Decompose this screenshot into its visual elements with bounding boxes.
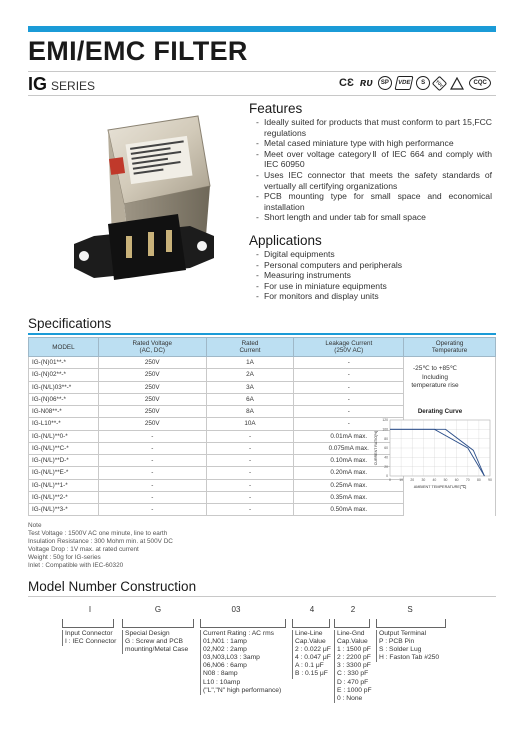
y-tick-label: 40	[384, 455, 388, 460]
list-item: - Personal computers and peripherals	[254, 260, 492, 271]
header-operating	[404, 338, 496, 357]
y-tick-label: 0	[386, 474, 388, 479]
construction-line: H : Faston Tab #250	[379, 654, 440, 662]
list-item: - For monitors and display units	[254, 291, 492, 302]
divider	[28, 596, 496, 597]
construction-line: 1 : 1500 pF	[337, 646, 371, 654]
x-tick-label: 60	[454, 478, 459, 482]
construction-line: B : 0.15 μF	[295, 670, 328, 678]
cell-leakage: 0.50mA max.	[294, 504, 404, 516]
construction-line: 2 : 2200 pF	[337, 654, 371, 662]
table-header-row	[29, 338, 496, 357]
x-tick-label: 50	[443, 478, 448, 482]
cell-leakage: 0.20mA max.	[294, 467, 404, 479]
series-word: SERIES	[51, 79, 96, 93]
note-line: Voltage Drop : 1V max. at rated current	[28, 546, 139, 554]
cell-model: IG-(N/L)**1-*	[29, 479, 99, 491]
cell-leakage: 0.01mA max.	[294, 430, 404, 442]
header-operating-line2: Temperature	[431, 347, 468, 354]
product-photo	[50, 108, 218, 288]
x-tick-label: 0	[389, 478, 391, 482]
cell-leakage: -	[294, 381, 404, 393]
y-tick-label: 20	[384, 464, 388, 469]
cell-model: IG-(N/L)**D-*	[29, 455, 99, 467]
code-bracket	[376, 619, 446, 628]
cell-voltage: -	[98, 491, 206, 503]
header-current-line2: Current	[239, 347, 261, 354]
construction-line: Input Connector	[65, 630, 113, 637]
cell-voltage: 250V	[98, 406, 206, 418]
cell-current: 10A	[206, 418, 294, 430]
cell-model: IG-(N)02**-*	[29, 369, 99, 381]
construction-line: ("L","N" high performance)	[203, 686, 282, 694]
code-line-gnd: 2	[350, 605, 356, 614]
header-leakage-line1: Leakage Current	[325, 340, 373, 347]
cell-leakage: -	[294, 393, 404, 405]
list-item: - Measuring instruments	[254, 270, 492, 281]
list-item: - Digital equipments	[254, 249, 492, 260]
applications-title: Applications	[249, 233, 322, 248]
cell-leakage: -	[294, 406, 404, 418]
construction-line: P : PCB Pin	[379, 638, 415, 646]
cell-current: -	[206, 491, 294, 503]
construction-line: D : 470 pF	[337, 678, 369, 686]
code-bracket	[292, 619, 330, 628]
cell-voltage: 250V	[98, 381, 206, 393]
cell-leakage: 0.25mA max.	[294, 479, 404, 491]
list-item: - Meet over voltage categoryⅡ of IEC 664 and comply with IEC 60950	[254, 149, 492, 170]
y-tick-label: 60	[384, 446, 388, 451]
x-tick-label: 40	[432, 478, 437, 482]
cell-leakage: 0.35mA max.	[294, 491, 404, 503]
derating-chart	[372, 416, 494, 494]
y-axis-label: CURRENT RATIO[%]	[374, 430, 378, 466]
cell-voltage: -	[98, 504, 206, 516]
cell-leakage: 0.075mA max.	[294, 442, 404, 454]
cell-current: -	[206, 479, 294, 491]
series-heading	[28, 74, 95, 95]
cell-leakage: -	[294, 369, 404, 381]
page-title: EMI/EMC FILTER	[28, 36, 248, 66]
construction-line: I : IEC Connector	[65, 638, 117, 646]
operating-temperature-note	[378, 365, 492, 391]
cell-voltage: 250V	[98, 357, 206, 369]
cell-model: IG-N08**-*	[29, 406, 99, 418]
note-line: Test Voltage : 1500V AC one minute, line to earth	[28, 530, 168, 538]
cell-model: IG-(N/L)**3-*	[29, 504, 99, 516]
cell-model: IG-(N)01**-*	[29, 357, 99, 369]
cell-current: -	[206, 430, 294, 442]
list-item: - For use in miniature equipments	[254, 281, 492, 292]
model-construction-title: Model Number Construction	[28, 579, 197, 594]
y-tick-label: 80	[384, 436, 388, 441]
note-line: Weight : 50g for IG-series	[28, 554, 101, 562]
construction-line: mounting/Metal Case	[125, 646, 189, 654]
header-leakage-line2: (250V AC)	[334, 347, 364, 354]
header-voltage-line2: (AC, DC)	[139, 347, 166, 354]
header-voltage	[98, 338, 206, 357]
x-axis-label: AMBIENT TEMPERATURE[℃]	[413, 485, 467, 489]
construction-line-gnd-cap	[334, 630, 372, 703]
divider	[28, 71, 496, 72]
cell-current: 6A	[206, 393, 294, 405]
code-input-connector: I	[88, 605, 92, 614]
cell-voltage: -	[98, 479, 206, 491]
construction-line: 0 : None	[337, 694, 363, 702]
code-output-terminal: S	[407, 605, 413, 614]
specifications-title: Specifications	[28, 316, 112, 331]
construction-line-line-cap	[292, 630, 331, 679]
cell-model: IG-(N/L)03**-*	[29, 381, 99, 393]
note-heading: Note	[28, 522, 42, 529]
list-item: - Uses IEC connector that meets the safety standards of vertually all certifying organizations	[254, 170, 492, 191]
code-bracket	[334, 619, 370, 628]
divider	[28, 333, 496, 335]
construction-line: A : 0.1 μF	[295, 662, 324, 670]
note-line: Insulation Resistance : 300 Mohm min. at 500V DC	[28, 538, 173, 546]
operating-rise: temperature rise	[411, 382, 459, 389]
construction-input-connector	[62, 630, 116, 646]
header-current	[206, 338, 294, 357]
divider	[28, 95, 496, 96]
note-line: Inlet : Compatible with IEC-60320	[28, 562, 124, 570]
list-item: - Metal cased miniature type with high performance	[254, 138, 492, 149]
construction-line: E : 1000 pF	[337, 686, 372, 694]
notes	[28, 522, 173, 571]
x-tick-label: 80	[476, 478, 481, 482]
code-special-design: G	[154, 605, 162, 614]
cell-model: IG-(N)06**-*	[29, 393, 99, 405]
csa-mark-icon: SP	[378, 76, 392, 90]
construction-line: G : Screw and PCB	[125, 638, 183, 646]
semko-mark-icon: S	[416, 76, 430, 90]
construction-line: Current Rating : AC rms	[203, 630, 274, 637]
construction-line: 06,N06 : 6amp	[203, 662, 247, 670]
construction-line: Special Design	[125, 630, 170, 637]
list-item: - PCB mounting type for small space and economical installation	[254, 191, 492, 212]
cell-model: IG-(N/L)**C-*	[29, 442, 99, 454]
cell-model: IG-L10**-*	[29, 418, 99, 430]
header-operating-line1: Operating	[435, 340, 464, 347]
construction-line: C : 330 pF	[337, 670, 369, 678]
x-tick-label: 10	[399, 478, 404, 482]
construction-line: 03,N03,L03 : 3amp	[203, 654, 260, 662]
header-voltage-line1: Rated Voltage	[132, 340, 173, 347]
operating-range: -25℃ to +85℃	[412, 365, 458, 372]
chart-title: Derating Curve	[417, 408, 463, 415]
y-tick-label: 100	[382, 427, 388, 432]
construction-line: 4 : 0.047 μF	[295, 654, 331, 662]
series-code: IG	[28, 74, 48, 94]
cell-leakage: -	[294, 357, 404, 369]
accent-bar	[28, 26, 496, 32]
ce-mark-icon: CƐ	[339, 77, 354, 89]
cell-leakage: 0.10mA max.	[294, 455, 404, 467]
construction-line: 3 : 3300 pF	[337, 662, 371, 670]
code-bracket	[122, 619, 194, 628]
construction-line: L10 : 10amp	[203, 678, 241, 686]
construction-line: Line-Gnd	[337, 630, 365, 637]
code-current-rating: 03	[231, 605, 241, 614]
cell-voltage: -	[98, 455, 206, 467]
cell-voltage: 250V	[98, 393, 206, 405]
certification-marks	[338, 73, 498, 93]
cell-current: -	[206, 504, 294, 516]
construction-line: 2 : 0.022 μF	[295, 646, 331, 654]
cell-current: -	[206, 455, 294, 467]
construction-output-terminal	[376, 630, 439, 662]
header-current-line1: Rated	[241, 340, 259, 347]
construction-special-design	[122, 630, 188, 654]
header-leakage	[294, 338, 404, 357]
cell-current: 1A	[206, 357, 294, 369]
code-bracket	[62, 619, 114, 628]
cell-voltage: -	[98, 467, 206, 479]
warning-triangle-icon	[449, 76, 465, 90]
construction-line: 01,N01 : 1amp	[203, 638, 247, 646]
x-tick-label: 90	[488, 478, 492, 482]
cell-model: IG-(N/L)**0-*	[29, 430, 99, 442]
cell-voltage: 250V	[98, 418, 206, 430]
list-item: - Ideally suited for products that must conform to part 15,FCC regulations	[254, 117, 492, 138]
construction-line: S : Solder Lug	[379, 646, 422, 654]
cell-model: IG-(N/L)**E-*	[29, 467, 99, 479]
ccc-mark-icon: CQC	[469, 76, 491, 90]
features-title: Features	[249, 101, 303, 116]
construction-line: Cap.Value	[295, 638, 326, 646]
cell-current: -	[206, 467, 294, 479]
construction-line: Cap.Value	[337, 638, 368, 646]
cell-leakage: -	[294, 418, 404, 430]
code-line-line: 4	[309, 605, 315, 614]
tuv-mark-icon: TÜV	[432, 75, 448, 91]
construction-line: Output Terminal	[379, 630, 427, 637]
cell-current: 8A	[206, 406, 294, 418]
header-model: MODEL	[29, 338, 99, 357]
construction-line: Line-Line	[295, 630, 323, 637]
cell-current: -	[206, 442, 294, 454]
y-tick-label: 120	[382, 418, 388, 423]
cell-voltage: -	[98, 430, 206, 442]
x-tick-label: 20	[410, 478, 415, 482]
cell-current: 2A	[206, 369, 294, 381]
ul-mark-icon: ʀᴜ	[359, 77, 373, 89]
code-bracket	[200, 619, 286, 628]
construction-line: 02,N02 : 2amp	[203, 646, 247, 654]
construction-line: N08 : 8amp	[203, 670, 238, 678]
operating-including: Including	[421, 373, 449, 381]
features-list	[254, 117, 492, 223]
x-tick-label: 30	[421, 478, 426, 482]
cell-current: 3A	[206, 381, 294, 393]
cell-voltage: 250V	[98, 369, 206, 381]
vde-mark-icon: VDE	[394, 76, 413, 90]
x-tick-label: 70	[465, 478, 470, 482]
cell-voltage: -	[98, 442, 206, 454]
construction-current-rating	[200, 630, 281, 695]
list-item: - Short length and under tab for small space	[254, 212, 492, 223]
cell-model: IG-(N/L)**2-*	[29, 491, 99, 503]
applications-list	[254, 249, 492, 302]
